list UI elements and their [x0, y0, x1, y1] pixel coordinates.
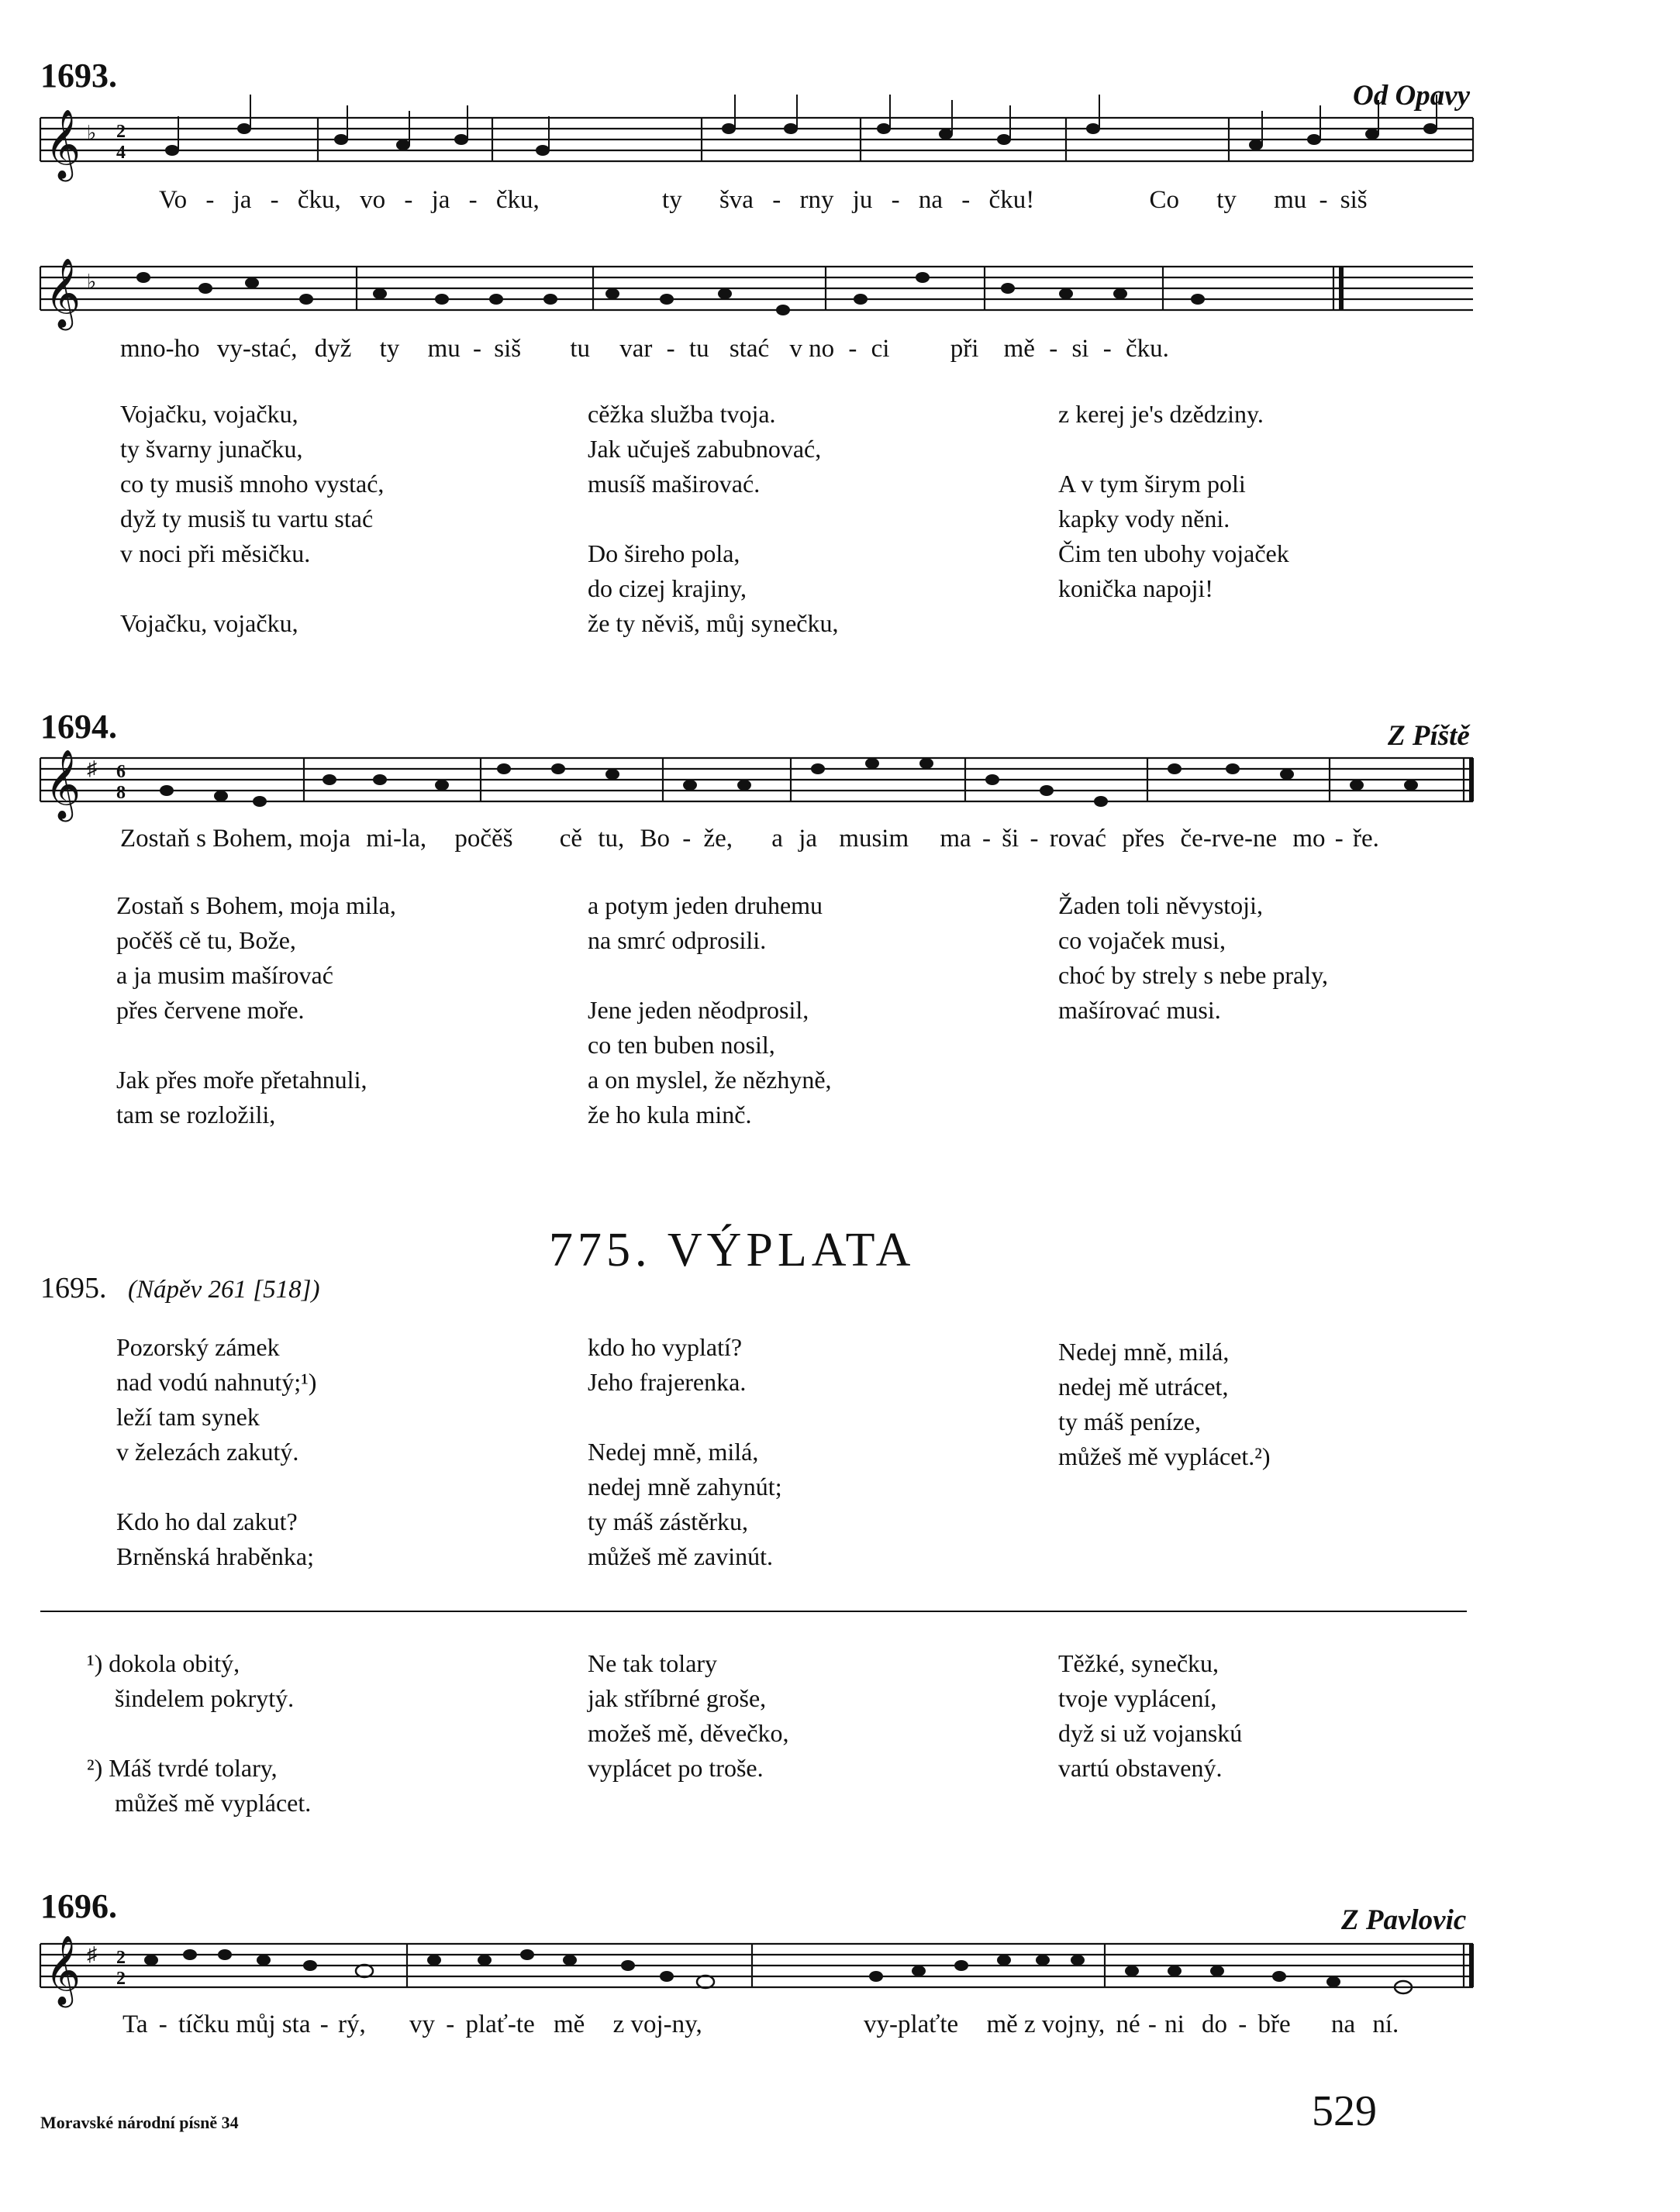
- lyric-syllable: mi-la,: [366, 825, 427, 853]
- lyrics-1696: [122, 2010, 1479, 2039]
- verse-line: leží tam synek: [116, 1403, 260, 1431]
- lyric-syllable: Vo: [159, 186, 188, 214]
- lyric-syllable: rve: [1211, 825, 1244, 853]
- footnote-line: tvoje vyplácení,: [1058, 1684, 1217, 1712]
- lyric-syllable: Ta: [122, 2010, 148, 2038]
- lyric-syllable: -: [981, 825, 991, 853]
- lyric-syllable: -: [961, 186, 971, 214]
- lyric-syllable: -: [1202, 825, 1212, 853]
- svg-text:♭: ♭: [87, 122, 97, 144]
- lyric-syllable: mě: [553, 2010, 585, 2038]
- song-number-1693: 1693.: [40, 57, 117, 95]
- lyric-syllable: rny: [799, 186, 834, 214]
- lyric-syllable: v no: [789, 335, 835, 363]
- footnote-line: ²) Máš tvrdé tolary,: [87, 1754, 278, 1782]
- verse-line: do cizej krajiny,: [588, 574, 747, 602]
- lyric-syllable: vy-plaťte: [863, 2010, 959, 2038]
- svg-text:𝄞: 𝄞: [45, 749, 81, 819]
- svg-text:8: 8: [116, 783, 126, 803]
- svg-text:𝄞: 𝄞: [45, 109, 81, 179]
- verse-line: Jak přes moře přetahnuli,: [116, 1066, 367, 1094]
- lyric-syllable: ja: [233, 186, 252, 214]
- lyric-syllable: z voj-ny,: [612, 2010, 702, 2038]
- lyric-syllable: si: [1071, 335, 1089, 363]
- verse-line: tam se rozložili,: [116, 1101, 276, 1128]
- lyric-syllable: plať-te: [465, 2010, 535, 2038]
- verse-line: že ty něviš, můj synečku,: [588, 609, 839, 637]
- svg-text:4: 4: [116, 143, 126, 163]
- svg-text:♭: ♭: [87, 270, 97, 293]
- lyric-syllable: -: [891, 186, 900, 214]
- verse-line: v železách zakutý.: [116, 1438, 299, 1466]
- verse-line: Jeho frajerenka.: [588, 1368, 747, 1396]
- lyric-syllable: -: [472, 335, 481, 363]
- lyric-syllable: ši: [1002, 825, 1019, 853]
- verse-line: Žaden toli něvystoji,: [1058, 891, 1263, 919]
- lyric-syllable: ty: [1216, 186, 1237, 214]
- song-number-1695: 1695.: [40, 1272, 107, 1304]
- lyric-syllable: ci: [871, 335, 890, 363]
- footnote-line: šindelem pokrytý.: [115, 1684, 295, 1712]
- lyric-syllable: če: [1180, 825, 1203, 853]
- verse-line: nedej mně zahynút;: [588, 1473, 782, 1501]
- verse-line: co vojaček musi,: [1058, 926, 1226, 954]
- song-origin-1693: Od Opavy: [1353, 80, 1471, 112]
- lyric-syllable: a: [771, 825, 783, 853]
- lyric-syllable: čku.: [1125, 335, 1169, 363]
- lyric-syllable: -: [1319, 186, 1328, 214]
- lyric-syllable: při: [950, 335, 979, 363]
- lyric-syllable: čku,: [495, 186, 540, 214]
- verse-line: konička napoji!: [1058, 574, 1213, 602]
- footnote-line: Těžké, synečku,: [1058, 1649, 1219, 1677]
- lyric-syllable: ho: [174, 335, 200, 363]
- verse-line: můžeš mě vyplácet.²): [1058, 1442, 1271, 1470]
- verse-line: ty máš peníze,: [1058, 1407, 1201, 1435]
- footnote-line: možeš mě, děvečko,: [588, 1719, 789, 1747]
- lyric-syllable: rovać: [1049, 825, 1107, 853]
- footnote-line: Ne tak tolary: [588, 1649, 718, 1677]
- lyric-syllable: čku!: [988, 186, 1035, 214]
- lyric-syllable: tu,: [598, 825, 625, 853]
- lyric-syllable: přes: [1122, 825, 1165, 853]
- lyric-syllable: ne: [1252, 825, 1278, 853]
- verse-line: Vojačku, vojačku,: [120, 609, 298, 637]
- footnote-line: ¹) dokola obitý,: [87, 1649, 240, 1677]
- song-number-1696: 1696.: [40, 1887, 117, 1925]
- lyric-syllable: ja: [799, 825, 818, 853]
- lyric-syllable: -: [1102, 335, 1112, 363]
- footer-volume-label: Moravské národní písně 34: [40, 2113, 239, 2132]
- song-origin-1696: Z Pavlovic: [1341, 1904, 1467, 1936]
- verse-line: a ja musim mašírovać: [116, 961, 333, 989]
- lyric-syllable: -: [1147, 2010, 1157, 2038]
- verse-line: mašírovać musi.: [1058, 996, 1221, 1024]
- song-origin-1694: Z Píště: [1388, 720, 1470, 752]
- lyric-syllable: Bo: [640, 825, 670, 853]
- lyric-syllable: tíčku můj sta: [178, 2010, 311, 2038]
- lyric-syllable: že,: [703, 825, 733, 853]
- footnote-line: můžeš mě vyplácet.: [115, 1789, 312, 1817]
- lyric-syllable: -: [772, 186, 781, 214]
- verse-line: nedej mě utrácet,: [1058, 1373, 1229, 1401]
- lyric-syllable: -: [1049, 335, 1058, 363]
- lyric-syllable: ní.: [1372, 2010, 1399, 2038]
- lyric-syllable: -: [1334, 825, 1344, 853]
- verse-line: ty máš zástěrku,: [588, 1507, 749, 1535]
- svg-text:6: 6: [116, 762, 126, 782]
- footnote-line: jak stříbrné groše,: [588, 1684, 767, 1712]
- lyric-syllable: -: [158, 2010, 167, 2038]
- lyric-syllable: tu: [688, 335, 709, 363]
- lyric-syllable: rý,: [338, 2010, 366, 2038]
- lyric-syllable: né: [1116, 2010, 1140, 2038]
- lyric-syllable: mu: [427, 335, 461, 363]
- lyric-syllable: na: [918, 186, 943, 214]
- verse-line: z kerej je's dzědziny.: [1058, 400, 1264, 428]
- verse-line: Kdo ho dal zakut?: [116, 1507, 298, 1535]
- lyric-syllable: vo: [360, 186, 386, 214]
- lyric-syllable: cě: [559, 825, 583, 853]
- lyric-syllable: ře.: [1353, 825, 1379, 853]
- verse-line: kapky vody něni.: [1058, 505, 1230, 532]
- lyric-syllable: na: [1330, 2010, 1356, 2038]
- lyric-syllable: ty: [379, 335, 400, 363]
- lyric-syllable: moja: [298, 825, 350, 853]
- lyric-syllable: -: [1244, 825, 1253, 853]
- lyric-syllable: -: [446, 2010, 455, 2038]
- lyric-syllable: vy: [216, 335, 243, 363]
- lyric-syllable: Zostaň s Bohem,: [120, 825, 293, 853]
- svg-text:♯: ♯: [87, 1943, 97, 1966]
- lyric-syllable: počěš: [454, 825, 513, 853]
- svg-text:2: 2: [116, 1948, 126, 1968]
- verse-line: na smrć odprosili.: [588, 926, 767, 954]
- verse-line: A v tym širym poli: [1058, 470, 1246, 498]
- lyric-syllable: bře: [1257, 2010, 1291, 2038]
- svg-text:♯: ♯: [87, 757, 97, 780]
- verse-line: přes červene moře.: [116, 996, 305, 1024]
- lyric-syllable: mě z vojny,: [986, 2010, 1106, 2038]
- footnote-line: vyplácet po troše.: [588, 1754, 764, 1782]
- lyric-syllable: čku,: [297, 186, 341, 214]
- lyric-syllable: vy: [409, 2010, 435, 2038]
- verse-line: a on myslel, že nězhyně,: [588, 1066, 832, 1094]
- lyric-syllable: var: [619, 335, 653, 363]
- verse-line: co ten buben nosil,: [588, 1031, 775, 1059]
- lyric-syllable: -: [682, 825, 692, 853]
- verse-line: nad vodú nahnutý;¹): [116, 1368, 317, 1396]
- lyric-syllable: siš: [494, 335, 522, 363]
- lyric-syllable: ni: [1164, 2010, 1185, 2038]
- verse-line: Jene jeden něodprosil,: [588, 996, 809, 1024]
- verse-line: počěš cě tu, Bože,: [116, 926, 296, 954]
- verse-line: Vojačku, vojačku,: [120, 400, 298, 428]
- svg-text:2: 2: [116, 1969, 126, 1989]
- lyric-syllable: musim: [839, 825, 909, 853]
- song-number-1694: 1694.: [40, 708, 117, 746]
- lyric-syllable: ja: [431, 186, 450, 214]
- verse-line: Čim ten ubohy vojaček: [1058, 539, 1289, 567]
- lyric-syllable: ma: [940, 825, 971, 853]
- tune-reference: (Nápěv 261 [518]): [128, 1276, 320, 1304]
- verse-line: musíš maširovać.: [588, 470, 761, 498]
- verse-line: Nedej mně, milá,: [1058, 1338, 1230, 1366]
- lyric-syllable: -: [319, 2010, 329, 2038]
- verse-line: Jak učuješ zabubnovać,: [588, 435, 822, 463]
- lyric-syllable: -: [468, 186, 478, 214]
- lyric-syllable: Co: [1149, 186, 1179, 214]
- lyric-syllable: -: [165, 335, 174, 363]
- verse-line: Zostaň s Bohem, moja mila,: [116, 891, 396, 919]
- verse-line: choć by strely s nebe praly,: [1058, 961, 1329, 989]
- lyric-syllable: stać: [729, 335, 770, 363]
- verse-line: Nedej mně, milá,: [588, 1438, 759, 1466]
- lyric-syllable: stać,: [250, 335, 298, 363]
- footnote-line: vartú obstavený.: [1058, 1754, 1223, 1782]
- lyric-syllable: mno: [120, 335, 166, 363]
- lyric-syllable: do: [1202, 2010, 1228, 2038]
- verse-line: že ho kula minč.: [588, 1101, 752, 1128]
- verse-line: v noci při měsičku.: [120, 539, 311, 567]
- lyric-syllable: -: [242, 335, 251, 363]
- lyric-syllable: -: [666, 335, 675, 363]
- lyric-syllable: mo: [1292, 825, 1326, 853]
- verse-line: ty švarny junačku,: [120, 435, 303, 463]
- lyric-syllable: -: [205, 186, 215, 214]
- lyric-syllable: -: [270, 186, 279, 214]
- section-title: 775. VÝPLATA: [549, 1224, 916, 1277]
- footnote-line: dyž si už vojanskú: [1058, 1719, 1243, 1747]
- svg-text:2: 2: [116, 122, 126, 142]
- svg-text:𝄞: 𝄞: [45, 258, 81, 328]
- lyric-syllable: -: [1238, 2010, 1247, 2038]
- svg-text:𝄞: 𝄞: [45, 1935, 81, 2005]
- lyric-syllable: -: [404, 186, 413, 214]
- lyric-syllable: -: [1030, 825, 1039, 853]
- lyric-syllable: ju: [852, 186, 873, 214]
- verse-line: kdo ho vyplatí?: [588, 1333, 743, 1361]
- verse-line: Brněnská hraběnka;: [116, 1542, 315, 1570]
- verse-line: Pozorský zámek: [116, 1333, 280, 1361]
- lyric-syllable: mu: [1274, 186, 1307, 214]
- lyric-syllable: mě: [1003, 335, 1035, 363]
- lyric-syllable: ty: [662, 186, 682, 214]
- lyric-syllable: -: [848, 335, 857, 363]
- lyric-syllable: šva: [719, 186, 754, 214]
- lyric-syllable: siš: [1340, 186, 1368, 214]
- lyric-syllable: tu: [570, 335, 591, 363]
- lyric-syllable: dyž: [314, 335, 352, 363]
- verse-line: můžeš mě zavinút.: [588, 1542, 774, 1570]
- page-number: 529: [1312, 2087, 1377, 2135]
- verse-line: a potym jeden druhemu: [588, 891, 823, 919]
- verse-line: Do šireho pola,: [588, 539, 740, 567]
- verse-line: co ty musiš mnoho vystać,: [120, 470, 385, 498]
- verse-line: cěžka služba tvoja.: [588, 400, 776, 428]
- verse-line: dyž ty musiš tu vartu stać: [120, 505, 374, 532]
